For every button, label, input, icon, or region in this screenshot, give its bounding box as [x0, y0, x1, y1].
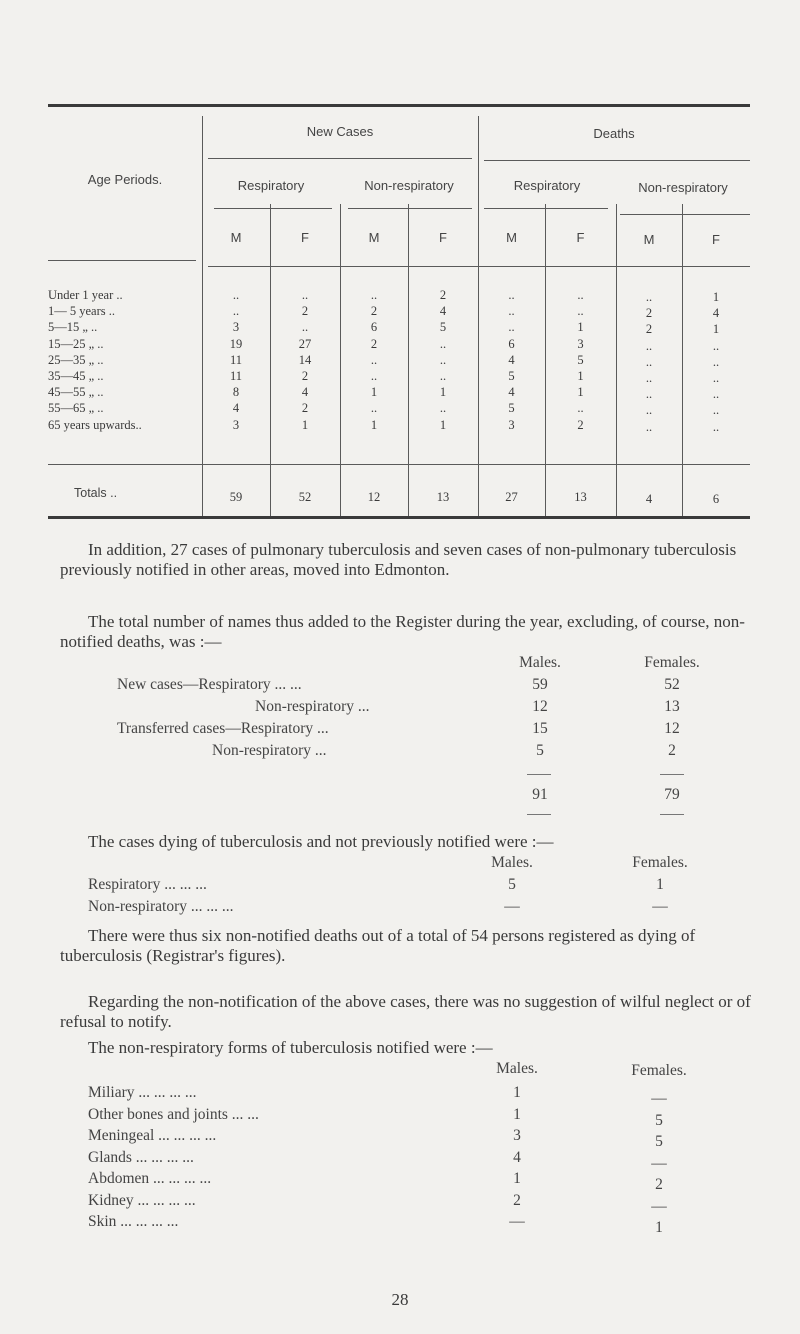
sum-rule [527, 814, 551, 815]
paragraph-register-total: The total number of names thus added to the Register during the year, excluding, of course, non-notified deaths, was :— [60, 612, 745, 651]
rule [48, 464, 750, 465]
table-cell: 2 [370, 336, 378, 351]
dying-females-value: 1 [656, 876, 664, 893]
deaths-respiratory-header: Respiratory [513, 178, 581, 193]
deaths-header: Deaths [593, 126, 635, 141]
table-cell: .. [712, 403, 720, 418]
table-cell: .. [232, 288, 240, 302]
table-cell: 2 [301, 369, 309, 383]
form-row-label: Meningeal ... ... ... ... [88, 1127, 217, 1144]
table-cell: .. [645, 290, 653, 304]
form-males-value: 1 [513, 1105, 521, 1123]
table-cell: 5 [508, 401, 515, 416]
form-females-value: 1 [655, 1219, 663, 1236]
dying-row-label: Respiratory ... ... ... [88, 876, 207, 893]
table-cell: 2 [645, 306, 653, 321]
form-males-value: 1 [513, 1170, 521, 1187]
table-cell: 4 [508, 352, 515, 367]
table-cell: 3 [232, 417, 240, 432]
register-row-label: Non-respiratory ... [212, 742, 327, 759]
table-cell: 1 [370, 385, 378, 400]
form-row-label: Other bones and joints ... ... [88, 1105, 259, 1123]
total-cell: 52 [298, 490, 312, 504]
register-males-value: 5 [536, 742, 544, 759]
table-cell: 2 [301, 304, 309, 319]
total-cell: 6 [712, 492, 720, 506]
table-cell: .. [508, 304, 515, 319]
age-period-label: 65 years upwards.. [48, 417, 142, 432]
register-females-value: 2 [668, 742, 676, 759]
table-cell: 6 [508, 336, 515, 351]
paragraph-transfers: In addition, 27 cases of pulmonary tuberculosis and seven cases of non-pulmonary tuberculosis previously notified in other areas, moved into Edmonton. [60, 540, 737, 579]
register-row-label: Non-respiratory ... [255, 698, 370, 715]
col-m-header: M [643, 232, 655, 247]
register-row-label: New cases—Respiratory ... ... [117, 676, 302, 693]
deaths-non-respiratory-header: Non-respiratory [638, 180, 728, 195]
form-males-value: 4 [513, 1148, 521, 1166]
register-males-value: 15 [532, 720, 548, 737]
col-f-header: F [439, 230, 447, 245]
age-period-label: 45—55 „ .. [48, 385, 104, 400]
dying-row-label: Non-respiratory ... ... ... [88, 898, 234, 915]
table-cell: .. [712, 354, 720, 369]
table-cell: 1 [301, 417, 309, 432]
paragraph-total-deaths: There were thus six non-notified deaths out of a total of 54 persons registered as dying of tuberculosis (Registrar's figures). [60, 926, 696, 965]
rule [208, 158, 472, 159]
table-cell: .. [370, 288, 378, 302]
paragraph-unnotified-deaths: The cases dying of tuberculosis and not previously notified were :— [88, 832, 554, 851]
table-cell: .. [577, 288, 584, 302]
form-females-value: 5 [655, 1111, 663, 1129]
col-m-header: M [230, 230, 242, 245]
rule [484, 208, 608, 209]
col-m-header: M [368, 230, 380, 245]
table-bottom-rule [48, 516, 750, 519]
females-header: Females. [631, 1062, 687, 1079]
form-males-value: 2 [513, 1191, 521, 1209]
age-periods-header: Age Periods. [87, 172, 163, 187]
table-cell: 6 [370, 320, 378, 335]
males-header: Males. [519, 654, 561, 671]
table-cell: .. [645, 338, 653, 353]
dying-males-value: 5 [508, 876, 516, 893]
table-cell: 1 [712, 290, 720, 304]
register-males-value: 59 [532, 676, 548, 693]
table-cell: .. [439, 336, 447, 351]
table-cell: 1 [439, 417, 447, 432]
table-cell: .. [370, 401, 378, 416]
table-cell: .. [645, 354, 653, 369]
rule [620, 214, 750, 215]
col-f-header: F [301, 230, 309, 245]
rule [48, 260, 196, 261]
register-females-value: 13 [664, 698, 680, 715]
table-cell: 4 [712, 306, 720, 321]
table-cell: .. [370, 352, 378, 367]
table-cell: 2 [301, 401, 309, 416]
females-header: Females. [632, 854, 688, 871]
total-cell: 59 [229, 490, 243, 504]
table-cell: 5 [439, 320, 447, 335]
table-cell: 1 [370, 417, 378, 432]
table-cell: 4 [232, 401, 240, 416]
form-females-value: — [651, 1090, 667, 1107]
table-cell: .. [301, 288, 309, 302]
age-period-label: 5—15 „ .. [48, 320, 98, 335]
age-period-label: 55—65 „ .. [48, 401, 104, 416]
table-cell: 1 [577, 320, 584, 335]
table-cell: 14 [298, 352, 312, 367]
table-cell: 3 [577, 336, 584, 351]
rule [214, 208, 332, 209]
form-males-value: 1 [513, 1084, 521, 1101]
females-header: Females. [644, 654, 700, 671]
totals-label: Totals .. [74, 486, 118, 500]
tuberculosis-cases-table [48, 104, 750, 524]
table-cell: .. [439, 401, 447, 416]
form-males-value: — [509, 1213, 525, 1230]
table-cell: .. [508, 320, 515, 335]
table-cell: 4 [508, 385, 515, 400]
table-cell: .. [712, 338, 720, 353]
rule [208, 266, 750, 267]
form-row-label: Skin ... ... ... ... [88, 1213, 179, 1230]
sum-rule [660, 774, 684, 775]
table-cell: .. [712, 387, 720, 402]
table-cell: 19 [229, 336, 243, 351]
table-cell: 5 [508, 369, 515, 383]
total-cell: 13 [436, 490, 450, 504]
table-cell: .. [712, 371, 720, 385]
col-f-header: F [712, 232, 720, 247]
paragraph-non-respiratory-forms: The non-respiratory forms of tuberculosis notified were :— [88, 1038, 493, 1057]
dying-females-value: — [652, 898, 668, 915]
age-period-label: Under 1 year .. [48, 288, 123, 302]
table-cell: 2 [577, 417, 584, 432]
table-cell: 11 [229, 352, 243, 367]
register-females-value: 52 [664, 676, 680, 693]
age-period-label: 1— 5 years .. [48, 304, 115, 319]
register-total-females: 79 [664, 786, 680, 803]
table-cell: 2 [645, 322, 653, 337]
total-cell: 13 [574, 490, 587, 504]
table-cell: .. [577, 304, 584, 319]
dying-males-value: — [504, 898, 520, 915]
page-number: 28 [391, 1290, 409, 1309]
total-cell: 27 [505, 490, 518, 504]
new-cases-header: New Cases [306, 124, 374, 139]
sum-rule [527, 774, 551, 775]
males-header: Males. [496, 1060, 538, 1077]
table-cell: .. [577, 401, 584, 416]
table-cell: .. [645, 371, 653, 385]
table-cell: 3 [232, 320, 240, 335]
table-cell: .. [508, 288, 515, 302]
age-period-label: 15—25 „ .. [48, 336, 104, 351]
table-cell: .. [232, 304, 240, 319]
table-cell: 5 [577, 352, 584, 367]
rule [348, 208, 472, 209]
table-cell: 1 [712, 322, 720, 337]
table-cell: .. [645, 387, 653, 402]
form-females-value: 2 [655, 1176, 663, 1193]
form-row-label: Glands ... ... ... ... [88, 1148, 194, 1166]
table-cell: 1 [439, 385, 447, 400]
paragraph-no-neglect: Regarding the non-notification of the above cases, there was no suggestion of wilful neglect or of refusal to notify. [60, 992, 751, 1031]
males-header: Males. [491, 854, 533, 871]
age-period-label: 25—35 „ .. [48, 352, 104, 367]
table-cell: .. [645, 419, 653, 434]
form-females-value: — [651, 1154, 667, 1172]
total-cell: 12 [367, 490, 381, 504]
form-females-value: — [651, 1197, 667, 1215]
form-row-label: Kidney ... ... ... ... [88, 1191, 196, 1209]
table-cell: 2 [439, 288, 447, 302]
rule [484, 160, 750, 161]
table-cell: 3 [508, 417, 515, 432]
new-non-respiratory-header: Non-respiratory [364, 178, 454, 193]
table-cell: .. [712, 419, 720, 434]
col-f-header: F [576, 230, 585, 245]
table-cell: .. [439, 369, 447, 383]
form-males-value: 3 [513, 1127, 521, 1144]
register-row-label: Transferred cases—Respiratory ... [117, 720, 329, 737]
form-females-value: 5 [655, 1133, 663, 1150]
register-females-value: 12 [664, 720, 680, 737]
table-cell: .. [301, 320, 309, 335]
table-cell: .. [645, 403, 653, 418]
register-total-males: 91 [532, 786, 548, 803]
table-cell: 1 [577, 369, 584, 383]
table-top-rule [48, 104, 750, 107]
form-row-label: Miliary ... ... ... ... [88, 1084, 197, 1101]
register-males-value: 12 [532, 698, 548, 715]
total-cell: 4 [645, 492, 653, 506]
col-m-header: M [506, 230, 517, 245]
table-cell: 8 [232, 385, 240, 400]
table-cell: 2 [370, 304, 378, 319]
age-period-label: 35—45 „ .. [48, 369, 104, 383]
table-cell: .. [370, 369, 378, 383]
sum-rule [660, 814, 684, 815]
table-cell: 4 [439, 304, 447, 319]
table-cell: .. [439, 352, 447, 367]
table-cell: 27 [298, 336, 312, 351]
table-cell: 11 [229, 369, 243, 383]
new-respiratory-header: Respiratory [237, 178, 305, 193]
form-row-label: Abdomen ... ... ... ... [88, 1170, 212, 1187]
table-cell: 4 [301, 385, 309, 400]
table-cell: 1 [577, 385, 584, 400]
